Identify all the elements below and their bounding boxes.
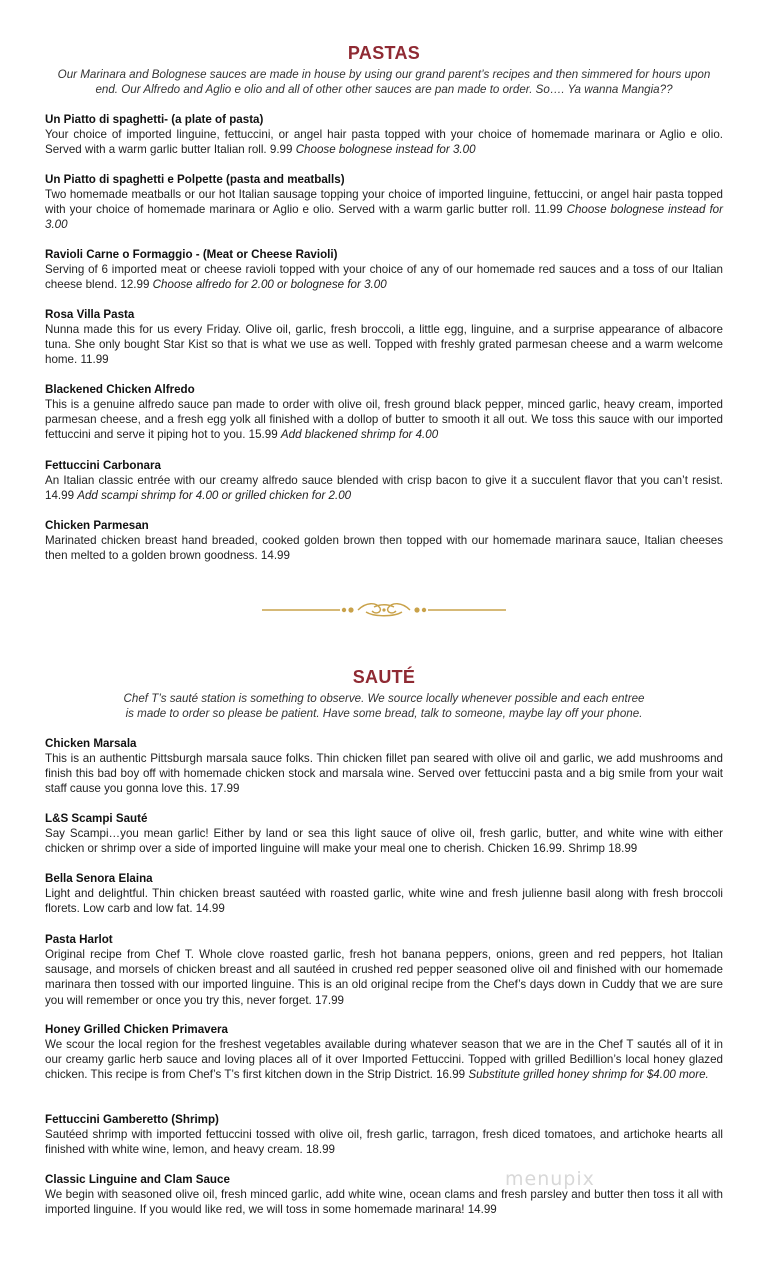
saute-intro-line: Chef T’s sauté station is something to observe. We source locally whenever possible and each entree (123, 692, 645, 705)
item-desc-text: Original recipe from Chef T. Whole clove roasted garlic, fresh hot banana peppers, onions, green and red peppers, hot Italian sausage, and morsels of chicken breast and all sautéed in crushed red pepper seasoned olive oil and finished with our homemade marinara then tossed with our imported linguine. This is an old original recipe from the Chef’s days down in Cuddy that we are sure you will remember or once you try this, never forget. 17.99 (45, 948, 723, 1007)
saute-item (45, 932, 723, 1008)
item-desc-text: We scour the local region for the freshest vegetables available during whatever season that we are in the Chef T sautés all of it in our creamy garlic herb sauce and loving places all of it over Imported Fettuccini. Topped with grilled Bedillion’s local honey glazed chicken. This recipe is from Chef’s T’s first kitchen down in the Strip District. 16.99 (45, 1038, 723, 1082)
item-desc (45, 473, 723, 503)
item-desc-text: Say Scampi…you mean garlic! Either by land or sea this light sauce of olive oil, fresh garlic, butter, and white wine with either chicken or shrimp over a side of imported linguine will make your meal one to cherish. Chicken 16.99. Shrimp 18.99 (45, 827, 723, 856)
pastas-intro: Our Marinara and Bolognese sauces are made in house by using our grand parent’s recipes and then simmered for hours upon end. Our Alfredo and Aglio e olio and all of other other sauces are pan made to order. So…. Ya wanna Mangia?? (57, 68, 711, 97)
item-desc (45, 826, 723, 856)
item-name: Un Piatto di spaghetti- (a plate of pasta) (45, 113, 264, 126)
item-desc (45, 886, 723, 916)
item-desc-text: Nunna made this for us every Friday. Olive oil, garlic, fresh broccoli, a little egg, linguine, and a surprise appearance of albacore tuna. She only bought Star Kist so that is what we use as well. Topped with freshly grated parmesan cheese and a warm welcome home. 11.99 (45, 323, 723, 367)
watermark: menupix (505, 1168, 595, 1190)
item-desc (45, 187, 723, 233)
item-name: Classic Linguine and Clam Sauce (45, 1173, 230, 1186)
item-desc (45, 1037, 723, 1083)
item-desc (45, 262, 723, 292)
item-name: Fettuccini Gamberetto (Shrimp) (45, 1113, 219, 1126)
item-name: Fettuccini Carbonara (45, 459, 161, 472)
item-desc-text: Marinated chicken breast hand breaded, cooked golden brown then topped with our homemade marinara sauce, Italian cheeses then melted to a golden brown goodness. 14.99 (45, 534, 723, 563)
item-desc (45, 1187, 723, 1217)
item-desc (45, 947, 723, 1008)
item-name: Ravioli Carne o Formaggio - (Meat or Cheese Ravioli) (45, 248, 338, 261)
item-name: Honey Grilled Chicken Primavera (45, 1023, 228, 1036)
saute-item (45, 1172, 723, 1217)
item-name: Rosa Villa Pasta (45, 308, 135, 321)
item-name: Pasta Harlot (45, 933, 113, 946)
saute-item (45, 871, 723, 916)
pasta-item (45, 518, 723, 563)
pasta-item (45, 112, 723, 157)
pastas-title: PASTAS (347, 43, 421, 63)
pasta-item (45, 382, 723, 443)
item-note: Choose bolognese instead for 3.00 (295, 143, 476, 157)
item-note: Add blackened shrimp for 4.00 (280, 428, 439, 442)
item-name: Un Piatto di spaghetti e Polpette (pasta and meatballs) (45, 173, 345, 186)
saute-item (45, 1112, 723, 1157)
item-name: Bella Senora Elaina (45, 872, 153, 885)
item-desc-text: This is an authentic Pittsburgh marsala sauce folks. Thin chicken fillet pan seared with olive oil and garlic, we add mushrooms and finish this bad boy off with homemade chicken stock and marsala wine. Served over fettuccini pasta and a big smile from your wait staff cause you gonna love this. 17.99 (45, 752, 723, 796)
saute-intro-line: is made to order so please be patient. Have some bread, talk to someone, maybe lay off your phone. (125, 707, 643, 721)
item-note: Substitute grilled honey shrimp for $4.00 more. (468, 1068, 709, 1082)
item-desc (45, 751, 723, 797)
item-name: Chicken Marsala (45, 737, 137, 750)
item-desc (45, 397, 723, 443)
item-desc (45, 322, 723, 368)
saute-item (45, 811, 723, 856)
item-note: Choose alfredo for 2.00 or bolognese for 3.00 (152, 278, 387, 292)
item-desc-text: We begin with seasoned olive oil, fresh minced garlic, add white wine, ocean clams and fresh parsley and butter then toss it all with imported linguine. If you would like red, we will toss in some homemade marinara! 14.99 (45, 1188, 723, 1217)
item-desc (45, 127, 723, 157)
saute-intro (45, 691, 723, 721)
item-desc (45, 533, 723, 563)
item-note: Choose bolognese instead for 3.00 (45, 203, 723, 232)
item-desc-text: Sautéed shrimp with imported fettuccini tossed with olive oil, fresh garlic, tarragon, fresh diced tomatoes, and artichoke hearts all finished with white wine, lemon, and heavy cream. 18.99 (45, 1128, 723, 1157)
saute-title: SAUTÉ (352, 667, 416, 687)
pasta-item (45, 307, 723, 368)
pasta-item (45, 172, 723, 233)
ornament-divider-icon (262, 600, 506, 620)
pasta-item (45, 247, 723, 292)
saute-item (45, 736, 723, 797)
saute-item (45, 1022, 723, 1083)
item-desc-text: Light and delightful. Thin chicken breast sautéed with roasted garlic, white wine and fresh julienne basil along with fresh broccoli florets. Low carb and low fat. 14.99 (45, 887, 723, 916)
item-desc-text: Serving of 6 imported meat or cheese ravioli topped with your choice of any of our homemade red sauces and a toss of our Italian cheese blend. 12.99 (45, 263, 723, 292)
item-desc-text: An Italian classic entrée with our creamy alfredo sauce blended with crisp bacon to give it a succulent flavor that you can’t resist. 14.99 (45, 474, 723, 503)
item-name: Blackened Chicken Alfredo (45, 383, 195, 396)
pasta-item (45, 458, 723, 503)
item-note: Add scampi shrimp for 4.00 or grilled chicken for 2.00 (77, 489, 352, 503)
item-desc-text: This is a genuine alfredo sauce pan made to order with olive oil, fresh ground black pepper, minced garlic, heavy cream, imported parmesan cheese, and a fresh egg yolk all finished with a dollop of butter to smooth it all out. We toss this sauce with our imported fettuccini and serve it piping hot to you. 15.99 (45, 398, 723, 442)
item-name: Chicken Parmesan (45, 519, 149, 532)
item-desc (45, 1127, 723, 1157)
item-name: L&S Scampi Sauté (45, 812, 148, 825)
item-desc-text: Two homemade meatballs or our hot Italian sausage topping your choice of imported linguine, fettuccini, or angel hair pasta topped with your choice of homemade marinara or Aglio e olio. Served with a warm garlic butter roll. 11.99 (45, 188, 723, 217)
item-desc-text: Your choice of imported linguine, fettuccini, or angel hair pasta topped with your choice of homemade marinara or Aglio e olio. Served with a warm garlic butter Italian roll. 9.99 (45, 128, 723, 157)
